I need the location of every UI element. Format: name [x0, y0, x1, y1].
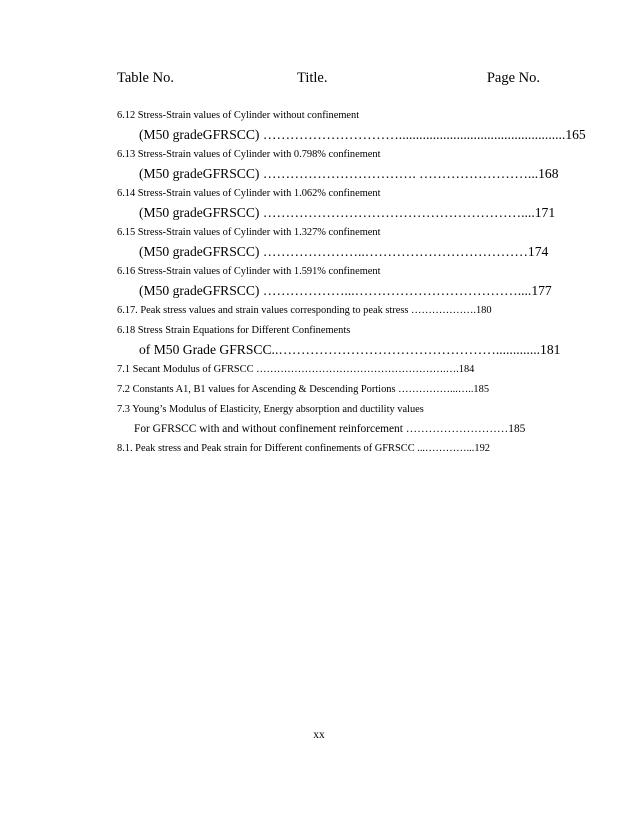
header-table-no: Table No.: [117, 70, 174, 86]
table-of-contents-entries: [117, 109, 586, 462]
entry-6-14-continuation: (M50 gradeGFRSCC) …………………………………………………....171: [139, 205, 556, 220]
entry-7-3-continuation: For GFRSCC with and without confinement reinforcement ………………………185: [134, 423, 526, 435]
entry-6-18-continuation: of M50 Grade GFRSCC..………………………………………….............181: [139, 342, 561, 357]
page-number: xx: [313, 729, 325, 741]
header-title: Title.: [297, 70, 328, 86]
entry-6-14-caption: 6.14 Stress-Strain values of Cylinder with 1.062% confinement: [117, 188, 381, 199]
entry-7-1: 7.1 Secant Modulus of GFRSCC ……………………………………………….….184: [117, 364, 475, 375]
entry-6-16-caption: 6.16 Stress-Strain values of Cylinder with 1.591% confinement: [117, 266, 381, 277]
header-page-no: Page No.: [486, 70, 540, 86]
entry-8-1: 8.1. Peak stress and Peak strain for Different confinements of GFRSCC ...…………...192: [117, 443, 490, 454]
entry-6-17: 6.17. Peak stress values and strain values corresponding to peak stress ……………….180: [117, 305, 492, 316]
entry-6-15-continuation: (M50 gradeGFRSCC) …………………..………………………………174: [139, 244, 549, 259]
entry-6-13-continuation: (M50 gradeGFRSCC) ……………………………. ……………………...168: [139, 166, 559, 181]
entry-6-12-caption: 6.12 Stress-Strain values of Cylinder without confinement: [117, 110, 360, 121]
list-of-tables-header: [117, 70, 540, 90]
entry-7-2: 7.2 Constants A1, B1 values for Ascending & Descending Portions ……………...…..185: [117, 384, 490, 395]
entry-7-3-caption: 7.3 Young’s Modulus of Elasticity, Energy absorption and ductility values: [117, 404, 424, 415]
entry-6-18-caption: 6.18 Stress Strain Equations for Different Confinements: [117, 325, 351, 336]
entry-6-13-caption: 6.13 Stress-Strain values of Cylinder with 0.798% confinement: [117, 149, 381, 160]
entry-6-16-continuation: (M50 gradeGFRSCC) ………………...………………………………....177: [139, 283, 552, 298]
entry-6-15-caption: 6.15 Stress-Strain values of Cylinder with 1.327% confinement: [117, 227, 381, 238]
entry-6-12-continuation: (M50 gradeGFRSCC) ………………………….................................................165: [139, 127, 586, 142]
